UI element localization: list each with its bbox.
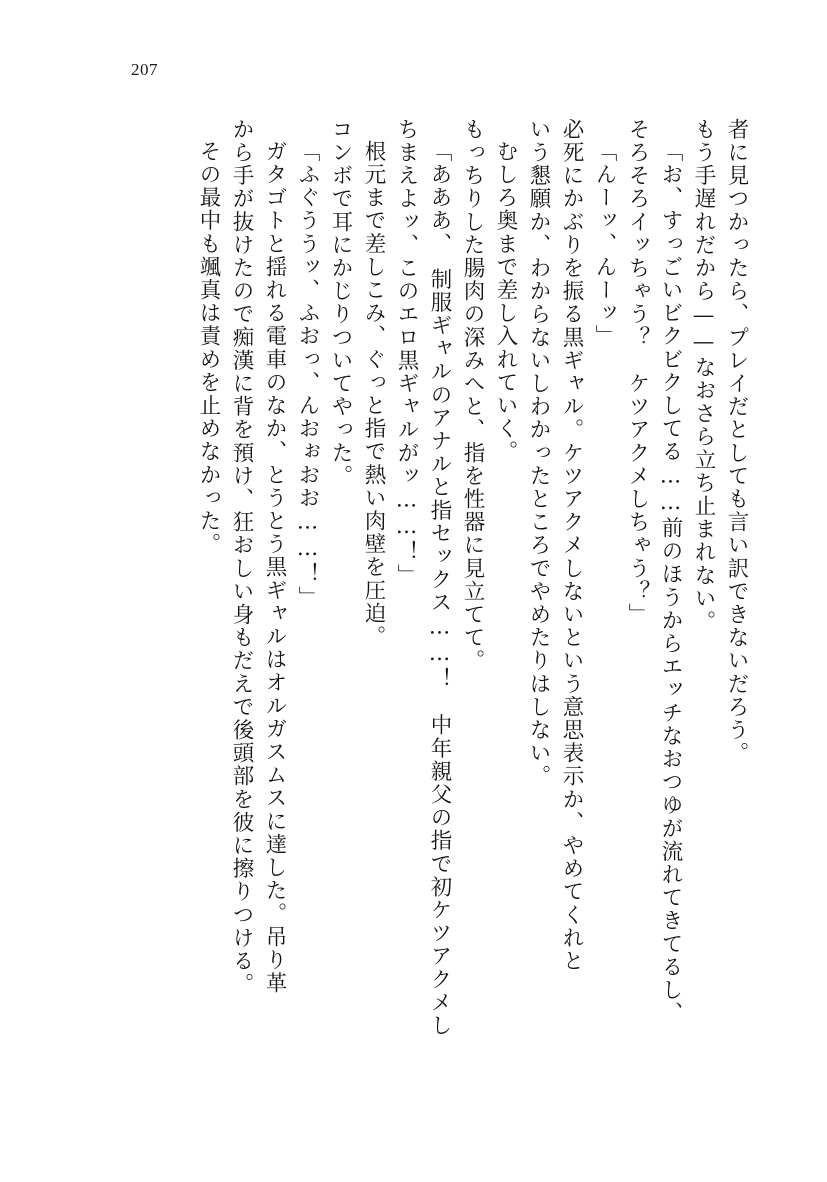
text-line: 必死にかぶりを振る黒ギャル。ケツアクメしないという意思表示か、やめてくれと xyxy=(559,118,584,973)
text-line: いう懇願か、わからないしわかったところでやめたりはしない。 xyxy=(526,118,551,788)
text-line: 「お、すっごいビクビクしてる……前のほうからエッチなおつゆが流れてきてるし、 xyxy=(658,140,683,1025)
text-line: 者に見つかったら、プレイだとしても言い訳できないだろう。 xyxy=(724,118,749,765)
text-line: から手が抜けたので痴漢に背を預け、狂おしい身もだえで後頭部を彼に擦りつける。 xyxy=(229,118,254,996)
page-number: 207 xyxy=(131,60,158,79)
text-line: 「あああ、 制服ギャルのアナルと指セックス……！ 中年親父の指で初ケツアクメし xyxy=(427,140,452,1038)
text-line: もっちりした腸肉の深みへと、指を性器に見立てて。 xyxy=(460,118,485,673)
text-line: 根元まで差しこみ、ぐっと指で熱い肉壁を圧迫。 xyxy=(361,140,386,649)
text-line: むしろ奥まで差し入れていく。 xyxy=(493,140,518,464)
text-line: ガタゴトと揺れる電車のなか、とうとう黒ギャルはオルガスムスに達した。吊り革 xyxy=(262,140,287,995)
text-line: もう手遅れだから——なおさら立ち止まれない。 xyxy=(691,118,716,634)
text-line: 「ふぐううッ、ふおっ、んおぉおお……！」 xyxy=(295,140,320,609)
text-line: 「んーッ、んーッ」 xyxy=(592,140,617,348)
text-line: その最中も颯真は責めを止めなかった。 xyxy=(196,140,221,556)
text-line: そろそろイッちゃう？ ケツアクメしちゃう？」 xyxy=(625,118,650,627)
vertical-text-block xyxy=(122,118,747,1078)
text-line: ちまえよッ、このエロ黒ギャルがッ……！」 xyxy=(394,118,419,587)
text-line: コンボで耳にかじりついてやった。 xyxy=(328,118,353,488)
